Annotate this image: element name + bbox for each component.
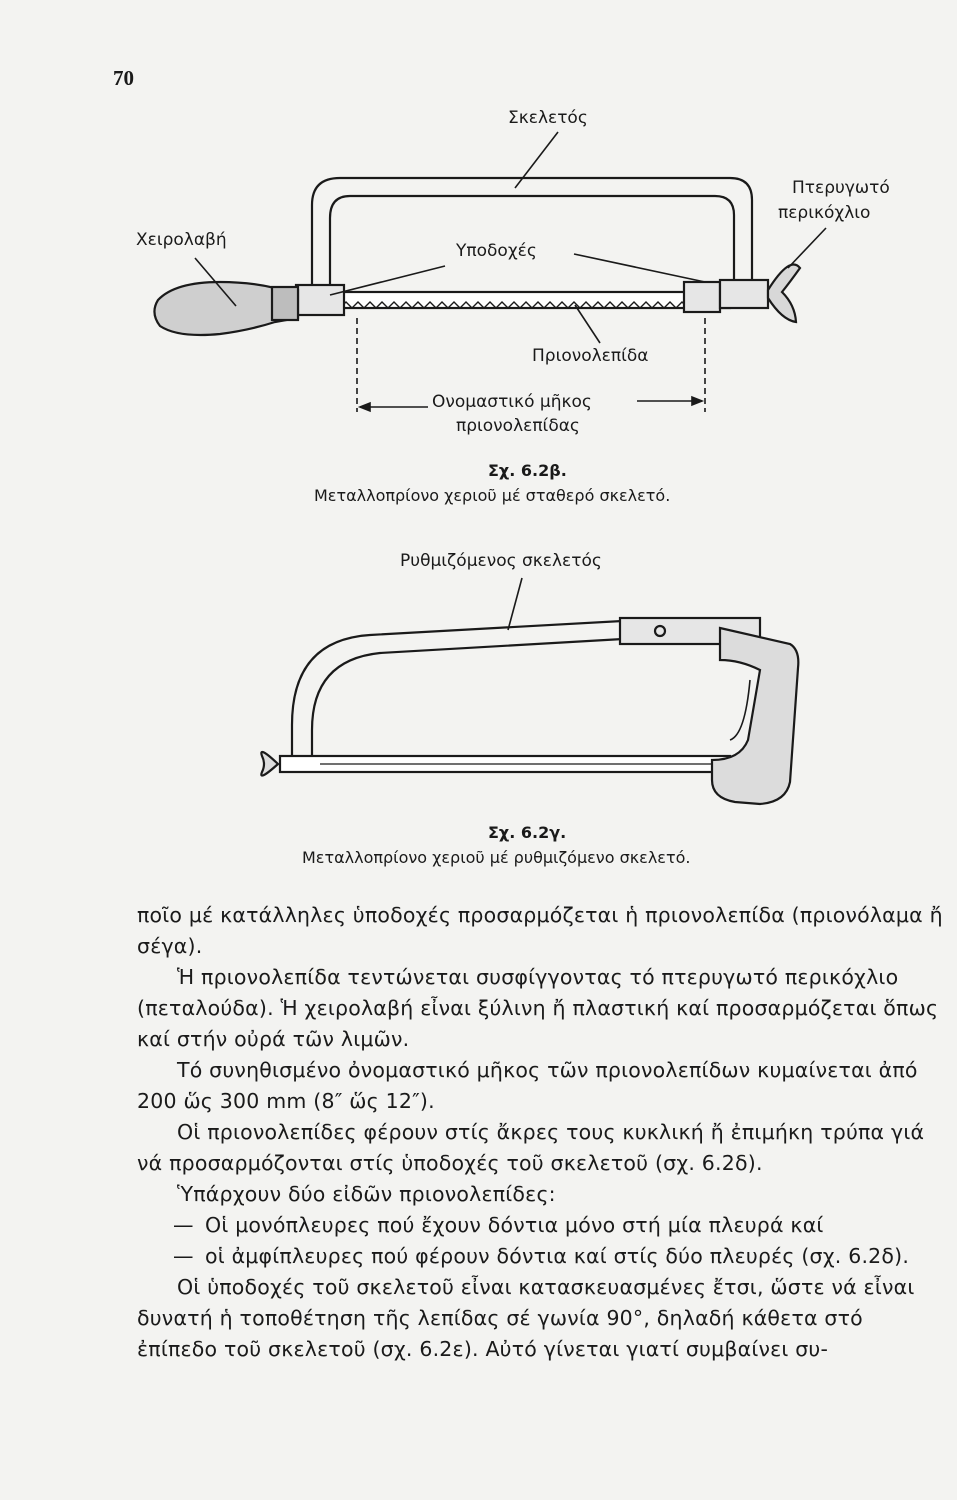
- body-text: [137, 900, 947, 1365]
- figure-adjustable-frame-hacksaw: [0, 520, 957, 880]
- label-handle: Χειρολαβή: [136, 230, 227, 250]
- paragraph: Ἡ πριονολεπίδα τεντώνεται συσφίγγοντας τό πτερυγωτό περικόχλιο (πεταλούδα). Ἡ χειρολαβή εἶναι ξύλινη ἤ πλαστική καί προσαρμόζεται ὅπως καί στήν οὐρά τῶν λιμῶν.: [137, 965, 939, 1051]
- label-adjustable-frame: Ρυθμιζόμενος σκελετός: [400, 551, 602, 571]
- caption-text-c: Μεταλλοπρίονο χεριοῦ μέ ρυθμιζόμενο σκελετό.: [302, 848, 691, 867]
- caption-text-b: Μεταλλοπρίονο χεριοῦ μέ σταθερό σκελετό.: [314, 486, 671, 505]
- dash-mark: —: [173, 1244, 194, 1268]
- page-number: 70: [113, 66, 134, 90]
- list-item: [137, 1210, 947, 1241]
- leader-lines: [195, 132, 826, 412]
- paragraph: Οἱ πριονολεπίδες φέρουν στίς ἄκρες τους κυκλική ἤ ἐπιμήκη τρύπα γιά νά προσαρμόζονται στίς ὑποδοχές τοῦ σκελετοῦ (σχ. 6.2δ).: [137, 1120, 925, 1175]
- hacksaw-illustration: [261, 618, 798, 804]
- leader-lines: [508, 578, 522, 630]
- label-holders: Υποδοχές: [456, 241, 537, 261]
- paragraph: Οἱ ὑποδοχές τοῦ σκελετοῦ εἶναι κατασκευασμένες ἔτσι, ὥστε νά εἶναι δυνατή ἡ τοποθέτηση τῆς λεπίδας σέ γωνία 90°, δηλαδή κάθετα στό ἐπίπεδο τοῦ σκελετοῦ (σχ. 6.2ε). Αὐτό γίνεται γιατί συμβαίνει συ-: [137, 1275, 915, 1361]
- label-wing-nut-1: Πτερυγωτό: [792, 178, 890, 198]
- dash-mark: —: [173, 1213, 194, 1237]
- label-frame: Σκελετός: [508, 108, 588, 128]
- paragraph: ποῖο μέ κατάλληλες ὑποδοχές προσαρμόζεται ἡ πριονολεπίδα (πριονόλαμα ἤ σέγα).: [137, 903, 943, 958]
- list-item-text: οἱ ἀμφίπλευρες πού φέρουν δόντια καί στίς δύο πλευρές (σχ. 6.2δ).: [205, 1244, 910, 1268]
- paragraph: Ὑπάρχουν δύο εἰδῶν πριονολεπίδες:: [177, 1182, 556, 1206]
- label-wing-nut-2: περικόχλιο: [778, 203, 871, 223]
- caption-number-c: Σχ. 6.2γ.: [488, 823, 567, 842]
- figure-fixed-frame-hacksaw: [0, 0, 957, 520]
- label-nominal-length-2: πριονολεπίδας: [456, 416, 580, 436]
- paragraph: Τό συνηθισμένο ὀνομαστικό μῆκος τῶν πριονολεπίδων κυμαίνεται ἀπό 200 ὥς 300 mm (8″ ὥς 12″).: [137, 1058, 918, 1113]
- label-blade: Πριονολεπίδα: [532, 346, 649, 366]
- label-nominal-length-1: Ονομαστικό μῆκος: [432, 392, 592, 412]
- list-item: [137, 1241, 947, 1272]
- list-item-text: Οἱ μονόπλευρες πού ἔχουν δόντια μόνο στή μία πλευρά καί: [205, 1213, 824, 1237]
- caption-number-b: Σχ. 6.2β.: [488, 461, 567, 480]
